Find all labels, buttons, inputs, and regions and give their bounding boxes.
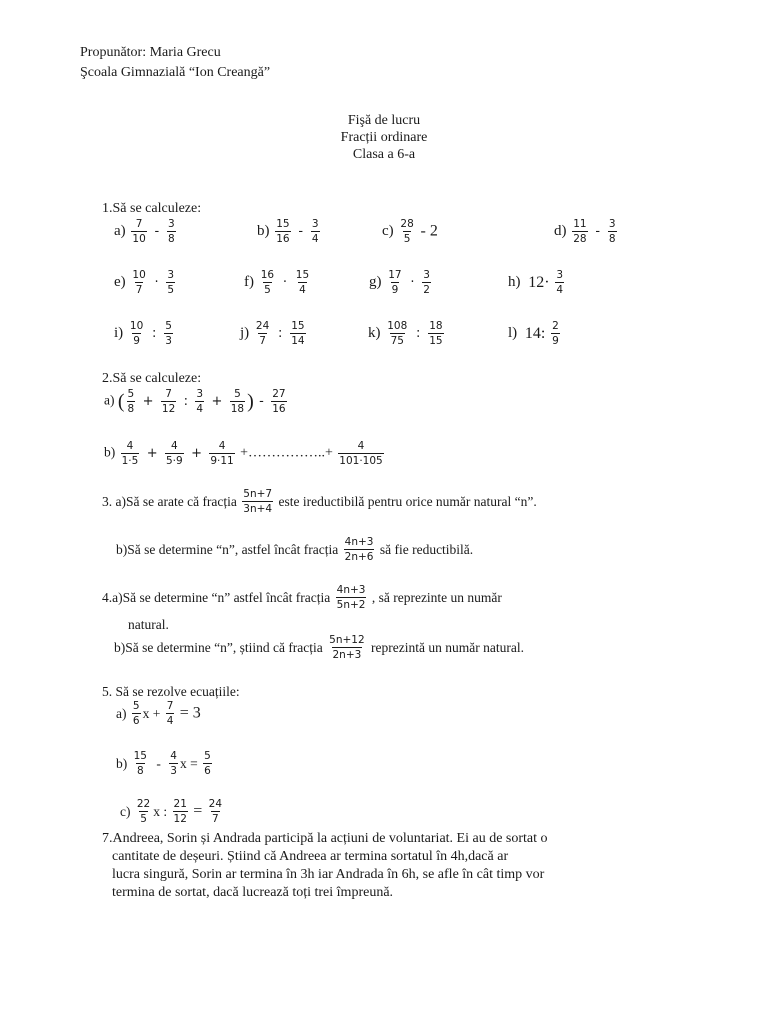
ex4-a-continuation: natural. — [128, 617, 169, 632]
fraction: $\frac{5}{6}$ — [132, 700, 140, 728]
item-label: h) — [508, 274, 521, 290]
fraction: $\frac{3}{8}$ — [167, 218, 175, 246]
ex3-a: 3. a)Să se arate că fracția $\frac{5n+7}{3n+4}$ este ireductibilă pentru orice număr natural “n”. — [102, 488, 537, 516]
fraction: $\frac{15}{14}$ — [291, 320, 305, 348]
fraction: $\frac{4}{9\cdot 11}$ — [210, 440, 234, 468]
fraction: $\frac{28}{5}$ — [400, 218, 414, 246]
item-label: k) — [368, 325, 381, 341]
fraction: $\frac{15}{16}$ — [276, 218, 290, 246]
fraction: $\frac{7}{4}$ — [166, 700, 174, 728]
fraction: $\frac{10}{7}$ — [132, 269, 146, 297]
fraction: $\frac{4}{5\cdot 9}$ — [165, 440, 183, 468]
ex7-line-4: termina de sortat, dacă lucrează toți trei împreună. — [112, 885, 394, 900]
fraction: $\frac{17}{9}$ — [388, 269, 402, 297]
worksheet-subtitle: Fracții ordinare — [340, 130, 428, 145]
fraction: $\frac{15}{8}$ — [133, 750, 147, 778]
ex1-heading: 1.Să se calculeze: — [102, 201, 202, 216]
ex1-item-k: k) $\frac{108}{75}$ : $\frac{18}{15}$ — [368, 320, 443, 348]
ex1-item-c: c) $\frac{28}{5}$ - 2 — [382, 218, 438, 246]
ex1-item-a: a) $\frac{7}{10}$ - $\frac{3}{8}$ — [114, 218, 175, 246]
ex4-b: b)Să se determine “n”, știind că fracția $\frac{5n+12}{2n+3}$ reprezintă un număr natural. — [114, 634, 524, 662]
ex1-item-e: e) $\frac{10}{7}$ · $\frac{3}{5}$ — [114, 269, 175, 297]
fraction: $\frac{16}{5}$ — [260, 269, 275, 297]
fraction: $\frac{7}{10}$ — [132, 218, 146, 246]
item-label: d) — [554, 223, 567, 239]
ex1-item-b: b) $\frac{15}{16}$ - $\frac{3}{4}$ — [257, 218, 319, 246]
fraction: $\frac{4}{1\cdot 5}$ — [121, 440, 139, 468]
fraction: $\frac{5n+12}{2n+3}$ — [329, 634, 365, 662]
ex2-item-b: b) $\frac{4}{1\cdot 5}$ + $\frac{4}{5\cdot 9}$ + $\frac{4}{9\cdot 11}$ +……………..+ $\frac{4}{101\cdot 105}$ — [104, 440, 383, 468]
fraction: $\frac{2}{9}$ — [552, 320, 559, 348]
worksheet-title: Fişă de lucru — [347, 113, 421, 128]
ex5-item-b: b) $\frac{15}{8}$ - $\frac{4}{3}$ x = $\frac{5}{6}$ — [116, 750, 211, 778]
ex7-line-3: lucra singură, Sorin ar termina în 3h iar Andrada în 6h, se afle în cât timp vor — [112, 867, 545, 882]
school-line: Şcoala Gimnazială “Ion Creangă” — [80, 65, 271, 80]
ex7-line-2: cantitate de deșeuri. Știind că Andreea ar termina sortatul în 4h,dacă ar — [112, 849, 509, 864]
item-label: f) — [244, 274, 254, 290]
ex1-item-d: d) $\frac{11}{28}$ - $\frac{3}{8}$ — [554, 218, 616, 246]
fraction: $\frac{7}{12}$ — [161, 388, 176, 416]
fraction: $\frac{18}{15}$ — [429, 320, 443, 348]
worksheet-class: Clasa a 6-a — [352, 147, 416, 162]
fraction: $\frac{4n+3}{2n+6}$ — [344, 536, 374, 564]
fraction: $\frac{3}{4}$ — [556, 269, 564, 297]
ex3-b: b)Să se determine “n”, astfel încât fracția $\frac{4n+3}{2n+6}$ să fie reductibilă. — [116, 536, 474, 564]
item-label: b) — [104, 444, 116, 460]
fraction: $\frac{3}{4}$ — [311, 218, 319, 246]
fraction: $\frac{5}{18}$ — [230, 388, 245, 416]
fraction: $\frac{22}{5}$ — [136, 798, 151, 826]
fraction: $\frac{15}{4}$ — [295, 269, 310, 297]
item-label: a) — [104, 392, 115, 408]
fraction: $\frac{10}{9}$ — [129, 320, 144, 348]
fraction: $\frac{3}{5}$ — [167, 269, 175, 297]
ex1-item-h: h) 12· $\frac{3}{4}$ — [508, 269, 564, 297]
fraction: $\frac{3}{4}$ — [196, 388, 204, 416]
fraction: $\frac{5}{8}$ — [127, 388, 135, 416]
fraction: $\frac{24}{7}$ — [255, 320, 270, 348]
ex1-item-l: l) 14: $\frac{2}{9}$ — [508, 320, 559, 348]
item-label: e) — [114, 274, 126, 290]
fraction: $\frac{4}{3}$ — [170, 750, 177, 778]
ex1-item-f: f) $\frac{16}{5}$ · $\frac{15}{4}$ — [244, 269, 310, 297]
fraction: $\frac{21}{12}$ — [173, 798, 187, 826]
ex7-line-1: 7.Andreea, Sorin și Andrada participă la acțiuni de voluntariat. Ei au de sortat o — [102, 831, 548, 846]
fraction: $\frac{5}{3}$ — [165, 320, 172, 348]
ex1-item-i: i) $\frac{10}{9}$ : $\frac{5}{3}$ — [114, 320, 172, 348]
fraction: $\frac{24}{7}$ — [208, 798, 223, 826]
item-label: l) — [508, 325, 518, 341]
item-label: b) — [257, 223, 270, 239]
item-label: j) — [240, 325, 250, 341]
fraction: $\frac{11}{28}$ — [573, 218, 587, 246]
item-label: i) — [114, 325, 124, 341]
fraction: $\frac{108}{75}$ — [387, 320, 408, 348]
fraction: $\frac{5}{6}$ — [204, 750, 211, 778]
ex5-item-c: c) $\frac{22}{5}$ x : $\frac{21}{12}$ = $\frac{24}{7}$ — [120, 798, 223, 826]
fraction: $\frac{27}{16}$ — [272, 388, 286, 416]
fraction: $\frac{4}{101\cdot 105}$ — [339, 440, 383, 468]
ex5-heading: 5. Să se rezolve ecuațiile: — [102, 684, 240, 699]
fraction: $\frac{4n+3}{5n+2}$ — [336, 584, 366, 612]
ex2-item-a: a) ( $\frac{5}{8}$ + $\frac{7}{12}$ : $\frac{3}{4}$ + $\frac{5}{18}$ ) - $\frac{27}{16}$ — [104, 388, 286, 416]
fraction: $\frac{5n+7}{3n+4}$ — [243, 488, 273, 516]
item-label: g) — [369, 274, 382, 290]
author-line: Propunător: Maria Grecu — [80, 45, 221, 60]
fraction: $\frac{3}{8}$ — [608, 218, 616, 246]
fraction: $\frac{3}{2}$ — [423, 269, 430, 297]
item-label: c) — [382, 223, 394, 239]
item-label: a) — [114, 223, 126, 239]
ex1-item-g: g) $\frac{17}{9}$ · $\frac{3}{2}$ — [369, 269, 430, 297]
ex1-item-j: j) $\frac{24}{7}$ : $\frac{15}{14}$ — [240, 320, 305, 348]
ex5-item-a: a) $\frac{5}{6}$ x + $\frac{7}{4}$ = 3 — [116, 700, 201, 728]
ex4-a: 4.a)Să se determine “n” astfel încât fracția $\frac{4n+3}{5n+2}$ , să reprezinte un număr — [102, 584, 502, 612]
ex2-heading: 2.Să se calculeze: — [102, 371, 202, 386]
